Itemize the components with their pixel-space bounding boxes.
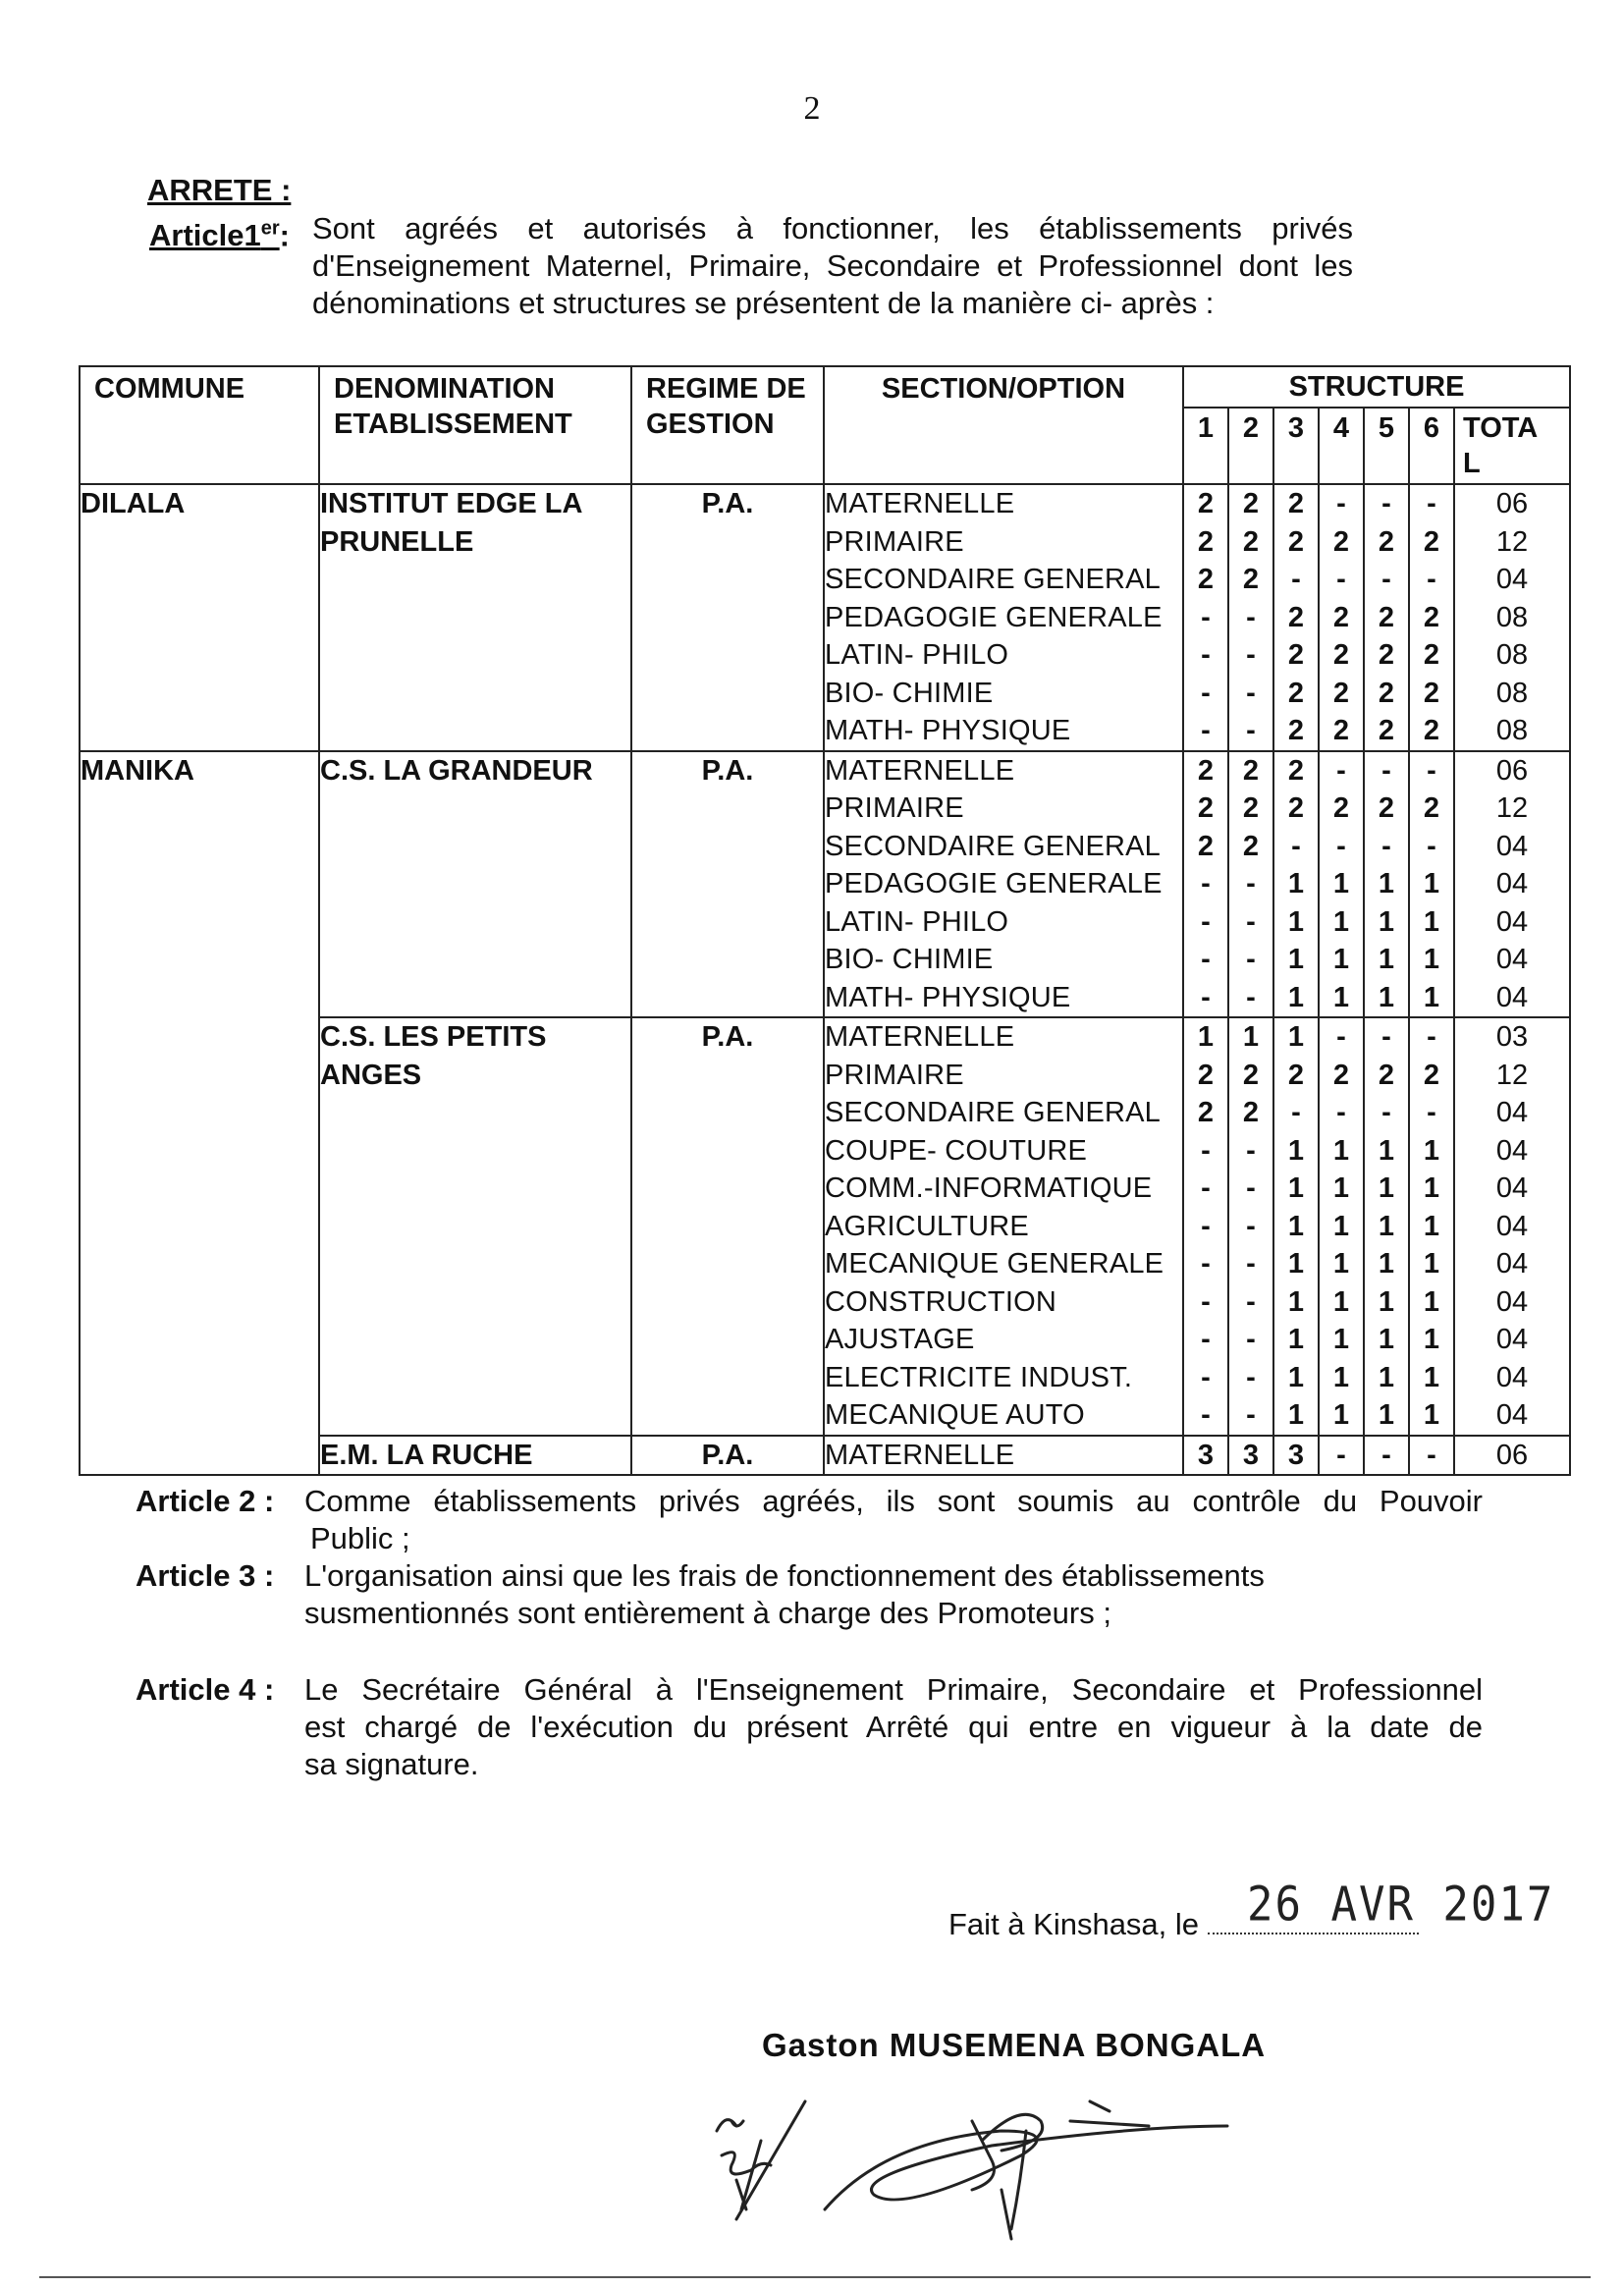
structure-value: 2 <box>1242 1097 1260 1128</box>
signatory-name: Gaston MUSEMENA BONGALA <box>762 2027 1267 2063</box>
structure-value: 1 <box>1287 1399 1305 1431</box>
article-4-label: Article 4 : <box>135 1672 275 1707</box>
structure-value: 2 <box>1287 677 1305 709</box>
structure-value: - <box>1381 830 1391 862</box>
structure-value: 1 <box>1287 1248 1305 1280</box>
structure-col-1 <box>1183 1017 1228 1436</box>
structure-value: 1 <box>1332 981 1350 1013</box>
total-value: 08 <box>1495 639 1529 671</box>
structure-value: - <box>1381 564 1391 595</box>
structure-value: - <box>1201 1361 1211 1393</box>
structure-value: 1 <box>1423 1285 1440 1318</box>
structure-value: - <box>1291 564 1301 595</box>
structure-value: - <box>1246 639 1256 671</box>
article-4-line: sa signature. <box>304 1747 479 1781</box>
structure-value: 2 <box>1378 525 1395 558</box>
section-option: CONSTRUCTION <box>825 1285 1057 1318</box>
structure-value: 2 <box>1242 564 1260 595</box>
structure-value: 2 <box>1332 525 1350 558</box>
header-col-5: 5 <box>1364 408 1409 484</box>
structure-value: 1 <box>1423 1399 1440 1431</box>
structure-col-3 <box>1273 1436 1319 1476</box>
structure-value: - <box>1201 981 1211 1013</box>
structure-value: 1 <box>1423 1134 1440 1167</box>
structure-value: 1 <box>1423 1324 1440 1355</box>
structure-value: 2 <box>1242 488 1260 519</box>
structure-col-6 <box>1409 484 1454 751</box>
structure-value: 2 <box>1332 639 1350 671</box>
section-option: COMM.-INFORMATIQUE <box>825 1172 1153 1204</box>
structure-col-6 <box>1409 751 1454 1018</box>
structure-value: - <box>1427 488 1436 519</box>
structure-value: - <box>1246 1361 1256 1393</box>
structure-value: 2 <box>1242 792 1260 824</box>
section-option: SECONDAIRE GENERAL <box>825 1097 1162 1128</box>
structure-value: - <box>1246 981 1256 1013</box>
structure-value: 1 <box>1332 1248 1350 1280</box>
denomination-line: ANGES <box>320 1059 422 1091</box>
structure-value: - <box>1336 1439 1346 1471</box>
total-value: 04 <box>1495 1399 1529 1431</box>
structure-value: - <box>1381 488 1391 519</box>
structure-value: 2 <box>1332 715 1350 746</box>
structure-value: 2 <box>1287 601 1305 633</box>
structure-col-3 <box>1273 751 1319 1018</box>
structure-col-6 <box>1409 1017 1454 1436</box>
header-col-3: 3 <box>1273 408 1319 484</box>
structure-value: 2 <box>1197 525 1215 558</box>
section-option: PRIMAIRE <box>825 1059 964 1091</box>
structure-value: 1 <box>1287 905 1305 938</box>
structure-value: 2 <box>1332 677 1350 709</box>
section-option: MATERNELLE <box>825 754 1015 787</box>
article-3-label: Article 3 : <box>135 1558 275 1593</box>
structure-col-1 <box>1183 1436 1228 1476</box>
denomination-cell <box>319 1436 631 1476</box>
structure-value: 1 <box>1287 1021 1305 1053</box>
structure-value: 2 <box>1332 792 1350 824</box>
structure-value: - <box>1201 868 1211 899</box>
structure-value: 1 <box>1287 1324 1305 1355</box>
total-cell <box>1454 751 1570 1018</box>
structure-value: - <box>1336 1097 1346 1128</box>
structure-value: - <box>1246 1134 1256 1167</box>
section-option: PRIMAIRE <box>825 525 964 558</box>
structure-value: 1 <box>1332 1210 1350 1242</box>
structure-value: 2 <box>1378 677 1395 709</box>
structure-value: - <box>1201 601 1211 633</box>
structure-value: 2 <box>1423 525 1440 558</box>
structure-value: - <box>1246 1210 1256 1242</box>
structure-value: - <box>1201 1285 1211 1318</box>
structure-value: 1 <box>1287 1172 1305 1204</box>
structure-col-3 <box>1273 1017 1319 1436</box>
structure-col-2 <box>1228 751 1273 1018</box>
denomination-cell <box>319 1017 631 1436</box>
structure-value: 1 <box>1423 981 1440 1013</box>
structure-value: - <box>1201 1172 1211 1204</box>
structure-value: 3 <box>1197 1439 1215 1471</box>
total-value: 04 <box>1495 1210 1529 1242</box>
structure-value: 2 <box>1378 1059 1395 1091</box>
structure-col-3 <box>1273 484 1319 751</box>
regime-cell: P.A. <box>631 1436 824 1476</box>
header-regime: REGIME DE GESTION <box>631 366 824 484</box>
structure-value: 1 <box>1332 1285 1350 1318</box>
structure-value: 2 <box>1423 677 1440 709</box>
header-commune: COMMUNE <box>80 366 319 484</box>
establishment-row <box>80 484 1570 751</box>
article-1-line: Sont agréés et autorisés à fonctionner, les établissements privés <box>312 211 1353 245</box>
structure-col-5 <box>1364 1017 1409 1436</box>
article-2-line: Public ; <box>310 1521 410 1555</box>
structure-value: - <box>1291 830 1301 862</box>
section-cell <box>824 1017 1183 1436</box>
total-value: 04 <box>1495 1248 1529 1280</box>
structure-value: 2 <box>1197 564 1215 595</box>
section-option: MATH- PHYSIQUE <box>825 715 1071 746</box>
structure-value: 1 <box>1242 1021 1260 1053</box>
section-option: PEDAGOGIE GENERALE <box>825 868 1163 899</box>
denomination-line: C.S. LA GRANDEUR <box>320 754 593 787</box>
structure-col-2 <box>1228 1017 1273 1436</box>
structure-value: 2 <box>1287 792 1305 824</box>
commune-cell: MANIKA <box>80 751 319 1476</box>
structure-value: 2 <box>1423 1059 1440 1091</box>
regime-cell: P.A. <box>631 1017 824 1436</box>
signature-image <box>677 2062 1306 2288</box>
structure-value: 2 <box>1287 754 1305 787</box>
header-total: TOTA L <box>1454 408 1570 484</box>
structure-value: 2 <box>1242 830 1260 862</box>
structure-value: 2 <box>1423 601 1440 633</box>
structure-value: - <box>1201 905 1211 938</box>
header-col-1: 1 <box>1183 408 1228 484</box>
structure-value: 1 <box>1378 1210 1395 1242</box>
structure-value: - <box>1246 868 1256 899</box>
section-cell <box>824 1436 1183 1476</box>
total-value: 04 <box>1495 1134 1529 1167</box>
structure-value: 2 <box>1423 639 1440 671</box>
structure-value: 2 <box>1287 715 1305 746</box>
total-value: 06 <box>1495 488 1529 519</box>
total-value: 04 <box>1495 981 1529 1013</box>
denomination-cell <box>319 484 631 751</box>
structure-value: - <box>1201 1134 1211 1167</box>
total-value: 04 <box>1495 564 1529 595</box>
structure-col-4 <box>1319 484 1364 751</box>
structure-value: - <box>1246 905 1256 938</box>
structure-value: 1 <box>1287 1361 1305 1393</box>
denomination-line: E.M. LA RUCHE <box>320 1439 533 1471</box>
article-1-line: d'Enseignement Maternel, Primaire, Secondaire et Professionnel dont les <box>312 248 1353 283</box>
regime-cell: P.A. <box>631 484 824 751</box>
header-col-4: 4 <box>1319 408 1364 484</box>
section-option: MATH- PHYSIQUE <box>825 981 1071 1013</box>
structure-value: - <box>1246 715 1256 746</box>
total-value: 04 <box>1495 868 1529 899</box>
denomination-cell <box>319 751 631 1018</box>
total-value: 08 <box>1495 677 1529 709</box>
structure-value: 1 <box>1378 1172 1395 1204</box>
denomination-line: INSTITUT EDGE LA <box>320 488 583 519</box>
structure-value: - <box>1336 1021 1346 1053</box>
structure-col-4 <box>1319 1017 1364 1436</box>
structure-value: 1 <box>1332 1134 1350 1167</box>
structure-value: 1 <box>1378 944 1395 975</box>
structure-value: - <box>1427 830 1436 862</box>
structure-value: 1 <box>1378 981 1395 1013</box>
total-value: 08 <box>1495 601 1529 633</box>
structure-value: - <box>1246 1285 1256 1318</box>
header-structure: STRUCTURE <box>1183 366 1570 408</box>
regime-cell: P.A. <box>631 751 824 1018</box>
structure-value: - <box>1246 677 1256 709</box>
total-cell <box>1454 484 1570 751</box>
structure-value: 1 <box>1423 868 1440 899</box>
section-option: SECONDAIRE GENERAL <box>825 830 1162 862</box>
structure-col-4 <box>1319 751 1364 1018</box>
structure-value: 1 <box>1287 868 1305 899</box>
section-option: PEDAGOGIE GENERALE <box>825 601 1163 633</box>
structure-value: 1 <box>1332 1399 1350 1431</box>
structure-value: - <box>1246 944 1256 975</box>
structure-value: - <box>1201 1324 1211 1355</box>
total-value: 04 <box>1495 1285 1529 1318</box>
structure-value: - <box>1201 639 1211 671</box>
article-3-line: L'organisation ainsi que les frais de fonctionnement des établissements <box>304 1558 1265 1593</box>
structure-value: - <box>1246 1399 1256 1431</box>
structure-value: 1 <box>1378 1361 1395 1393</box>
total-cell <box>1454 1436 1570 1476</box>
structure-value: 2 <box>1197 754 1215 787</box>
total-value: 06 <box>1495 754 1529 787</box>
structure-value: 1 <box>1287 981 1305 1013</box>
structure-value: 2 <box>1287 639 1305 671</box>
article-1-text <box>312 210 1353 322</box>
structure-value: - <box>1336 830 1346 862</box>
header-section: SECTION/OPTION <box>824 366 1183 484</box>
structure-value: - <box>1201 944 1211 975</box>
section-option: AJUSTAGE <box>825 1324 975 1355</box>
structure-value: - <box>1336 488 1346 519</box>
structure-value: 1 <box>1332 868 1350 899</box>
date-stamp: 26 AVR 2017 <box>1247 1877 1555 1933</box>
structure-value: 1 <box>1423 1248 1440 1280</box>
structure-col-4 <box>1319 1436 1364 1476</box>
section-option: COUPE- COUTURE <box>825 1134 1088 1167</box>
structure-value: - <box>1427 1097 1436 1128</box>
structure-value: 1 <box>1423 905 1440 938</box>
structure-value: 2 <box>1242 1059 1260 1091</box>
section-option: MATERNELLE <box>825 1439 1015 1471</box>
article-2-label: Article 2 : <box>135 1484 275 1518</box>
structure-value: - <box>1427 1439 1436 1471</box>
total-value: 06 <box>1495 1439 1529 1471</box>
arrete-heading: ARRETE : <box>147 173 292 207</box>
denomination-line: PRUNELLE <box>320 525 474 558</box>
structure-value: 1 <box>1287 944 1305 975</box>
structure-value: - <box>1246 1248 1256 1280</box>
total-value: 04 <box>1495 1324 1529 1355</box>
commune-cell: DILALA <box>80 484 319 751</box>
structure-col-6 <box>1409 1436 1454 1476</box>
total-value: 12 <box>1495 792 1529 824</box>
structure-value: 1 <box>1332 1361 1350 1393</box>
total-value: 04 <box>1495 905 1529 938</box>
total-value: 04 <box>1495 830 1529 862</box>
total-cell <box>1454 1017 1570 1436</box>
structure-value: 2 <box>1287 525 1305 558</box>
structure-value: 2 <box>1423 715 1440 746</box>
section-option: ELECTRICITE INDUST. <box>825 1361 1133 1393</box>
structure-value: - <box>1381 1439 1391 1471</box>
structure-value: 2 <box>1242 754 1260 787</box>
structure-value: - <box>1201 677 1211 709</box>
total-value: 04 <box>1495 1361 1529 1393</box>
page-number: 2 <box>803 90 821 127</box>
structure-value: 1 <box>1332 1172 1350 1204</box>
structure-value: 1 <box>1332 905 1350 938</box>
place-date: Fait à Kinshasa, le <box>948 1903 1419 1942</box>
structure-value: 2 <box>1332 1059 1350 1091</box>
structure-value: - <box>1291 1097 1301 1128</box>
structure-value: 1 <box>1378 1248 1395 1280</box>
total-value: 04 <box>1495 1097 1529 1128</box>
section-option: AGRICULTURE <box>825 1210 1029 1242</box>
structure-value: 1 <box>1332 1324 1350 1355</box>
structure-value: 1 <box>1423 944 1440 975</box>
article-4-line: Le Secrétaire Général à l'Enseignement Primaire, Secondaire et Professionnel <box>304 1672 1483 1707</box>
structure-value: 1 <box>1423 1172 1440 1204</box>
article-2-line: Comme établissements privés agréés, ils sont soumis au contrôle du Pouvoir <box>304 1484 1483 1518</box>
structure-value: 1 <box>1378 1324 1395 1355</box>
section-option: LATIN- PHILO <box>825 905 1009 938</box>
total-value: 08 <box>1495 715 1529 746</box>
structure-value: 1 <box>1378 905 1395 938</box>
structure-value: 2 <box>1423 792 1440 824</box>
footer-rule <box>39 2276 1591 2278</box>
header-col-6: 6 <box>1409 408 1454 484</box>
section-cell <box>824 751 1183 1018</box>
structure-value: 1 <box>1287 1134 1305 1167</box>
header-col-2: 2 <box>1228 408 1273 484</box>
structure-value: 2 <box>1242 525 1260 558</box>
structure-value: - <box>1201 715 1211 746</box>
structure-col-1 <box>1183 751 1228 1018</box>
structure-col-5 <box>1364 484 1409 751</box>
structure-value: 2 <box>1287 1059 1305 1091</box>
section-option: BIO- CHIMIE <box>825 944 994 975</box>
structure-value: 1 <box>1332 944 1350 975</box>
structure-value: - <box>1336 564 1346 595</box>
article-4-line: est chargé de l'exécution du présent Arrêté qui entre en vigueur à la date de <box>304 1710 1483 1744</box>
structure-value: 1 <box>1423 1210 1440 1242</box>
total-value: 03 <box>1495 1021 1529 1053</box>
structure-value: 2 <box>1332 601 1350 633</box>
article-1-label: Article1er: <box>149 218 290 253</box>
structure-value: - <box>1246 1172 1256 1204</box>
structure-value: 2 <box>1378 639 1395 671</box>
total-value: 12 <box>1495 1059 1529 1091</box>
structure-value: 1 <box>1378 1134 1395 1167</box>
structure-value: 2 <box>1197 830 1215 862</box>
total-value: 04 <box>1495 1172 1529 1204</box>
structure-table <box>79 365 1571 1476</box>
structure-value: - <box>1201 1210 1211 1242</box>
structure-value: 1 <box>1423 1361 1440 1393</box>
structure-col-5 <box>1364 1436 1409 1476</box>
structure-value: 1 <box>1378 1285 1395 1318</box>
header-denomination: DENOMINATION ETABLISSEMENT <box>319 366 631 484</box>
structure-value: 2 <box>1197 488 1215 519</box>
structure-value: - <box>1381 1021 1391 1053</box>
structure-value: - <box>1246 1324 1256 1355</box>
structure-value: 1 <box>1197 1021 1215 1053</box>
structure-value: - <box>1427 1021 1436 1053</box>
structure-value: 1 <box>1287 1285 1305 1318</box>
section-cell <box>824 484 1183 751</box>
section-option: SECONDAIRE GENERAL <box>825 564 1162 595</box>
structure-value: 2 <box>1197 1097 1215 1128</box>
denomination-line: C.S. LES PETITS <box>320 1021 547 1053</box>
structure-value: 3 <box>1242 1439 1260 1471</box>
structure-value: 2 <box>1378 601 1395 633</box>
section-option: MECANIQUE GENERALE <box>825 1248 1164 1280</box>
structure-col-2 <box>1228 484 1273 751</box>
section-option: LATIN- PHILO <box>825 639 1009 671</box>
article-3-line: susmentionnés sont entièrement à charge des Promoteurs ; <box>304 1596 1111 1630</box>
structure-value: - <box>1336 754 1346 787</box>
structure-value: 2 <box>1287 488 1305 519</box>
structure-value: - <box>1201 1248 1211 1280</box>
structure-value: - <box>1381 1097 1391 1128</box>
structure-value: 3 <box>1287 1439 1305 1471</box>
structure-col-1 <box>1183 484 1228 751</box>
structure-value: 2 <box>1378 715 1395 746</box>
total-value: 12 <box>1495 525 1529 558</box>
structure-col-2 <box>1228 1436 1273 1476</box>
section-option: PRIMAIRE <box>825 792 964 824</box>
structure-value: - <box>1381 754 1391 787</box>
structure-value: - <box>1427 754 1436 787</box>
structure-value: - <box>1427 564 1436 595</box>
structure-value: 1 <box>1378 868 1395 899</box>
structure-value: 1 <box>1378 1399 1395 1431</box>
article-1-line: dénominations et structures se présentent de la manière ci- après : <box>312 286 1215 320</box>
structure-value: - <box>1201 1399 1211 1431</box>
section-option: MECANIQUE AUTO <box>825 1399 1085 1431</box>
establishment-row <box>80 751 1570 1018</box>
structure-value: 1 <box>1287 1210 1305 1242</box>
section-option: MATERNELLE <box>825 488 1015 519</box>
structure-value: 2 <box>1197 1059 1215 1091</box>
section-option: MATERNELLE <box>825 1021 1015 1053</box>
structure-value: 2 <box>1378 792 1395 824</box>
structure-col-5 <box>1364 751 1409 1018</box>
total-value: 04 <box>1495 944 1529 975</box>
structure-value: - <box>1246 601 1256 633</box>
section-option: BIO- CHIMIE <box>825 677 994 709</box>
structure-value: 2 <box>1197 792 1215 824</box>
